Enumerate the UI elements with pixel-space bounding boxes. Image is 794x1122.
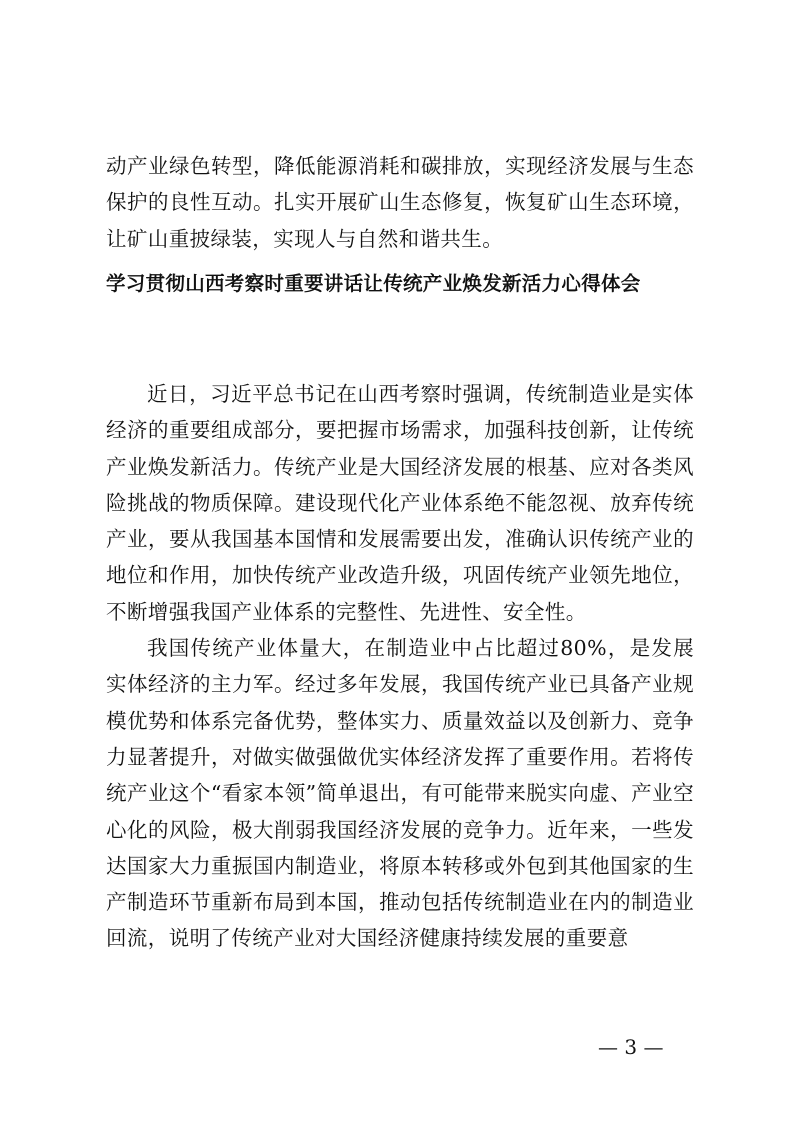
article-body (106, 376, 694, 957)
article-title: 学习贯彻山西考察时重要讲话让传统产业焕发新活力心得体会 (106, 272, 641, 295)
continued-paragraph-block (106, 148, 694, 257)
body-paragraph: 我国传统产业体量大，在制造业中占比超过80%，是发展实体经济的主力军。经过多年发展，我国传统产业已具备产业规模优势和体系完备优势，整体实力、质量效益以及创新力、竞争力显著提升，对做实做强做优实体经济发挥了重要作用。若将传统产业这个“看家本领”简单退出，有可能带来脱实向虚、产业空心化的风险，极大削弱我国经济发展的竞争力。近年来，一些发达国家大力重振国内制造业，将原本转移或外包到其他国家的生产制造环节重新布局到本国，推动包括传统制造业在内的制造业回流，说明了传统产业对大国经济健康持续发展的重要意 (106, 636, 694, 951)
page-number: — 3 — (598, 1035, 664, 1059)
continued-paragraph: 动产业绿色转型，降低能源消耗和碳排放，实现经济发展与生态保护的良性互动。扎实开展矿山生态修复，恢复矿山生态环境，让矿山重披绿装，实现人与自然和谐共生。 (106, 154, 694, 251)
body-paragraph: 近日，习近平总书记在山西考察时强调，传统制造业是实体经济的重要组成部分，要把握市场需求，加强科技创新，让传统产业焕发新活力。传统产业是大国经济发展的根基、应对各类风险挑战的物质保障。建设现代化产业体系绝不能忽视、放弃传统产业，要从我国基本国情和发展需要出发，准确认识传统产业的地位和作用，加快传统产业改造升级，巩固传统产业领先地位，不断增强我国产业体系的完整性、先进性、安全性。 (106, 382, 694, 624)
